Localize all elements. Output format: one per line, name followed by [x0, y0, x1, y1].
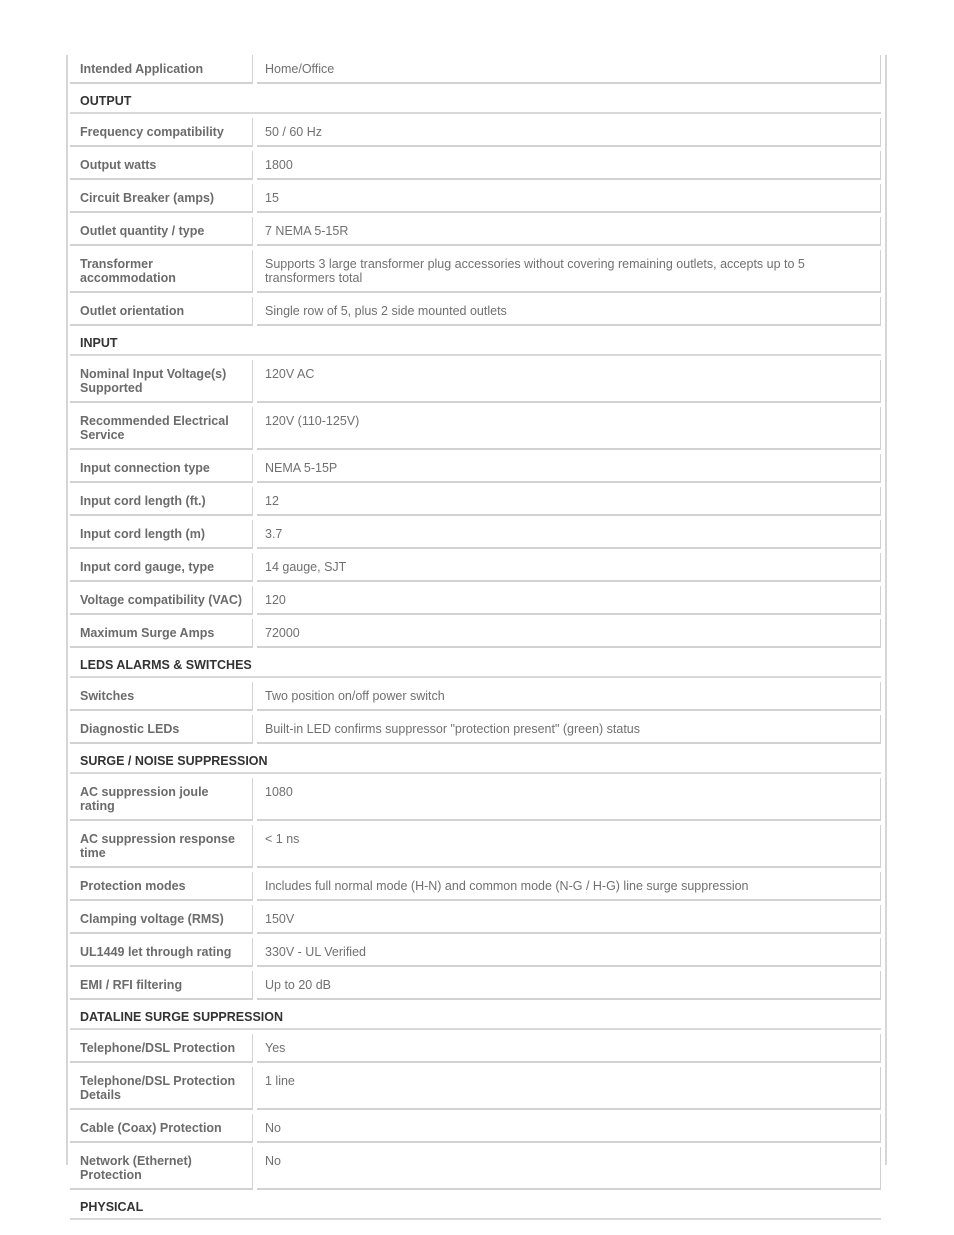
spec-label: Clamping voltage (RMS): [70, 905, 253, 934]
spec-row: [70, 407, 881, 450]
spec-row: [70, 118, 881, 147]
spec-value: < 1 ns: [257, 825, 881, 868]
spec-row: [70, 454, 881, 483]
spec-label: Nominal Input Voltage(s) Supported: [70, 360, 253, 403]
spec-value: No: [257, 1114, 881, 1143]
spec-row: [70, 715, 881, 744]
spec-value: Includes full normal mode (H-N) and common mode (N-G / H-G) line surge suppression: [257, 872, 881, 901]
spec-label: AC suppression response time: [70, 825, 253, 868]
spec-row: [70, 250, 881, 293]
spec-label: Frequency compatibility: [70, 118, 253, 147]
section-header: INPUT: [70, 330, 881, 356]
spec-label: Input cord length (ft.): [70, 487, 253, 516]
spec-value: 1080: [257, 778, 881, 821]
spec-value: 15: [257, 184, 881, 213]
spec-row: [70, 297, 881, 326]
spec-row: [70, 938, 881, 967]
spec-row: [70, 1067, 881, 1110]
spec-label: Output watts: [70, 151, 253, 180]
spec-value: NEMA 5-15P: [257, 454, 881, 483]
spec-row: [70, 520, 881, 549]
spec-value: 120V (110-125V): [257, 407, 881, 450]
spec-table: [66, 55, 887, 1214]
spec-row: [70, 586, 881, 615]
spec-label: Diagnostic LEDs: [70, 715, 253, 744]
spec-label: Cable (Coax) Protection: [70, 1114, 253, 1143]
spec-row: [70, 360, 881, 403]
spec-row: [70, 825, 881, 868]
spec-value: 3.7: [257, 520, 881, 549]
spec-row: [70, 151, 881, 180]
spec-label: Intended Application: [70, 55, 253, 84]
spec-label: Protection modes: [70, 872, 253, 901]
spec-value: Single row of 5, plus 2 side mounted outlets: [257, 297, 881, 326]
spec-row: [70, 872, 881, 901]
spec-label: Recommended Electrical Service: [70, 407, 253, 450]
section-header: OUTPUT: [70, 88, 881, 114]
spec-label: Telephone/DSL Protection: [70, 1034, 253, 1063]
spec-label: Outlet orientation: [70, 297, 253, 326]
spec-value: 1 line: [257, 1067, 881, 1110]
spec-label: EMI / RFI filtering: [70, 971, 253, 1000]
spec-row: [70, 184, 881, 213]
spec-row: [70, 487, 881, 516]
spec-value: 72000: [257, 619, 881, 648]
spec-value: 14 gauge, SJT: [257, 553, 881, 582]
spec-label: Input cord gauge, type: [70, 553, 253, 582]
spec-value: Up to 20 dB: [257, 971, 881, 1000]
spec-label: UL1449 let through rating: [70, 938, 253, 967]
spec-row: [70, 971, 881, 1000]
spec-value: 50 / 60 Hz: [257, 118, 881, 147]
spec-label: Circuit Breaker (amps): [70, 184, 253, 213]
spec-label: Outlet quantity / type: [70, 217, 253, 246]
spec-value: 7 NEMA 5-15R: [257, 217, 881, 246]
spec-label: Telephone/DSL Protection Details: [70, 1067, 253, 1110]
spec-label: Input cord length (m): [70, 520, 253, 549]
spec-value: 12: [257, 487, 881, 516]
spec-value: 120V AC: [257, 360, 881, 403]
spec-label: Input connection type: [70, 454, 253, 483]
spec-value: 120: [257, 586, 881, 615]
spec-value: Two position on/off power switch: [257, 682, 881, 711]
spec-label: Transformer accommodation: [70, 250, 253, 293]
section-header: DATALINE SURGE SUPPRESSION: [70, 1004, 881, 1030]
spec-value: Yes: [257, 1034, 881, 1063]
spec-row: [70, 682, 881, 711]
spec-value: Supports 3 large transformer plug accessories without covering remaining outlets, accepts up to 5 transformers total: [257, 250, 881, 293]
spec-label: Network (Ethernet) Protection: [70, 1147, 253, 1190]
spec-value: 330V - UL Verified: [257, 938, 881, 967]
spec-value: 150V: [257, 905, 881, 934]
spec-label: AC suppression joule rating: [70, 778, 253, 821]
spec-value: Home/Office: [257, 55, 881, 84]
spec-row: [70, 1147, 881, 1190]
spec-row: [70, 55, 881, 84]
spec-row: [70, 905, 881, 934]
section-header: LEDS ALARMS & SWITCHES: [70, 652, 881, 678]
spec-label: Switches: [70, 682, 253, 711]
spec-value: 1800: [257, 151, 881, 180]
spec-row: [70, 1114, 881, 1143]
spec-value: Built-in LED confirms suppressor "protection present" (green) status: [257, 715, 881, 744]
spec-row: [70, 553, 881, 582]
spec-row: [70, 619, 881, 648]
section-header: SURGE / NOISE SUPPRESSION: [70, 748, 881, 774]
spec-row: [70, 1034, 881, 1063]
spec-row: [70, 778, 881, 821]
spec-row: [70, 217, 881, 246]
spec-value: No: [257, 1147, 881, 1190]
spec-label: Maximum Surge Amps: [70, 619, 253, 648]
section-header: PHYSICAL: [70, 1194, 881, 1220]
spec-label: Voltage compatibility (VAC): [70, 586, 253, 615]
